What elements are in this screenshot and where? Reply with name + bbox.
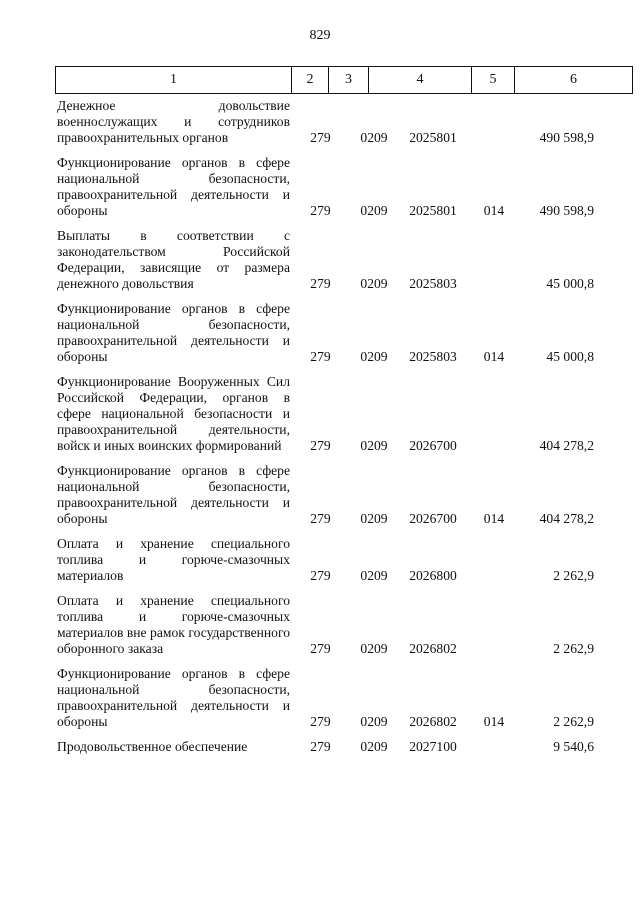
row-col3: 0209 bbox=[360, 568, 388, 583]
row-col4: 2025801 bbox=[409, 130, 457, 145]
row-col4: 2025803 bbox=[409, 276, 457, 291]
row-amount: 2 262,9 bbox=[553, 641, 594, 656]
budget-rows bbox=[57, 98, 597, 764]
table-row bbox=[57, 301, 597, 365]
row-col2: 279 bbox=[310, 203, 331, 218]
row-name: Продовольственное обеспечение bbox=[57, 739, 248, 754]
column-header-row bbox=[56, 67, 633, 94]
row-col3: 0209 bbox=[360, 349, 388, 364]
row-col4: 2026802 bbox=[409, 641, 457, 656]
row-col2: 279 bbox=[310, 511, 331, 526]
row-name: Функционирование органов в сфере национальной безопасности, правоохранительной деятельности и обороны bbox=[57, 301, 290, 364]
table-row bbox=[57, 98, 597, 146]
row-col2: 279 bbox=[310, 714, 331, 729]
row-col3: 0209 bbox=[360, 511, 388, 526]
table-row bbox=[57, 593, 597, 657]
column-header-1: 1 bbox=[56, 67, 292, 94]
row-col4: 2026802 bbox=[409, 714, 457, 729]
table-row bbox=[57, 374, 597, 454]
column-header-table bbox=[55, 66, 633, 94]
row-amount: 404 278,2 bbox=[539, 438, 594, 453]
table-row bbox=[57, 155, 597, 219]
row-amount: 490 598,9 bbox=[539, 130, 594, 145]
table-row bbox=[57, 228, 597, 292]
row-name: Денежное довольствие военнослужащих и сотрудников правоохранительных органов bbox=[57, 98, 290, 145]
row-col3: 0209 bbox=[360, 438, 388, 453]
row-col2: 279 bbox=[310, 276, 331, 291]
column-header-4: 4 bbox=[369, 67, 472, 94]
row-col3: 0209 bbox=[360, 276, 388, 291]
column-header-3: 3 bbox=[329, 67, 369, 94]
row-col3: 0209 bbox=[360, 130, 388, 145]
row-name: Выплаты в соответствии с законодательством Российской Федерации, зависящие от размера денежного довольствия bbox=[57, 228, 290, 291]
row-col2: 279 bbox=[310, 438, 331, 453]
table-row bbox=[57, 463, 597, 527]
row-name: Функционирование Вооруженных Сил Российской Федерации, органов в сфере национальной безопасности и правоохранительной деятельности, войск и иных воинских формирований bbox=[57, 374, 290, 453]
table-row bbox=[57, 536, 597, 584]
row-amount: 45 000,8 bbox=[546, 349, 594, 364]
row-amount: 490 598,9 bbox=[539, 203, 594, 218]
table-row bbox=[57, 739, 597, 755]
row-name: Оплата и хранение специального топлива и горюче-смазочных материалов вне рамок государственного оборонного заказа bbox=[57, 593, 290, 656]
row-col2: 279 bbox=[310, 739, 331, 754]
row-col5: 014 bbox=[483, 714, 505, 729]
row-col3: 0209 bbox=[360, 203, 388, 218]
row-name: Функционирование органов в сфере национальной безопасности, правоохранительной деятельности и обороны bbox=[57, 666, 290, 729]
row-col3: 0209 bbox=[360, 714, 388, 729]
row-name: Оплата и хранение специального топлива и горюче-смазочных материалов bbox=[57, 536, 290, 583]
row-col3: 0209 bbox=[360, 739, 388, 754]
row-col4: 2026700 bbox=[409, 511, 457, 526]
row-amount: 9 540,6 bbox=[553, 739, 594, 754]
row-col4: 2025801 bbox=[409, 203, 457, 218]
row-col2: 279 bbox=[310, 568, 331, 583]
row-col4: 2026700 bbox=[409, 438, 457, 453]
column-header-2: 2 bbox=[292, 67, 329, 94]
row-col2: 279 bbox=[310, 349, 331, 364]
row-name: Функционирование органов в сфере национальной безопасности, правоохранительной деятельности и обороны bbox=[57, 463, 290, 526]
row-amount: 45 000,8 bbox=[546, 276, 594, 291]
row-amount: 2 262,9 bbox=[553, 714, 594, 729]
row-col3: 0209 bbox=[360, 641, 388, 656]
table-row bbox=[57, 666, 597, 730]
row-col5: 014 bbox=[483, 511, 505, 526]
row-amount: 404 278,2 bbox=[539, 511, 594, 526]
page-number: 829 bbox=[309, 28, 331, 43]
row-name: Функционирование органов в сфере национальной безопасности, правоохранительной деятельности и обороны bbox=[57, 155, 290, 218]
row-col4: 2026800 bbox=[409, 568, 457, 583]
row-col4: 2025803 bbox=[409, 349, 457, 364]
row-amount: 2 262,9 bbox=[553, 568, 594, 583]
row-col5: 014 bbox=[483, 349, 505, 364]
column-header-6: 6 bbox=[515, 67, 633, 94]
row-col5: 014 bbox=[483, 203, 505, 218]
column-header-5: 5 bbox=[472, 67, 515, 94]
row-col2: 279 bbox=[310, 641, 331, 656]
row-col2: 279 bbox=[310, 130, 331, 145]
row-col4: 2027100 bbox=[409, 739, 457, 754]
